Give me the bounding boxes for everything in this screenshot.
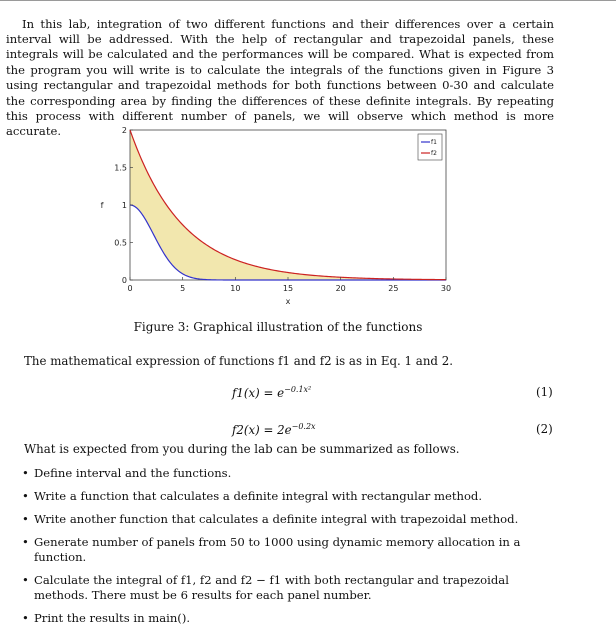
equation-1: [232, 385, 311, 400]
figure: [0, 118, 616, 318]
math-intro: The mathematical expression of functions f1 and f2 is as in Eq. 1 and 2.: [24, 354, 453, 368]
functions-chart: [0, 118, 616, 318]
y-tick-label: 2: [121, 126, 127, 135]
y-tick-label: 1: [121, 201, 127, 210]
task-item: • Write a function that calculates a definite integral with rectangular method.: [22, 489, 483, 503]
equation-2-lhs: f2(x) = 2e: [232, 422, 292, 437]
equation-1-exponent: −0.1x²: [284, 385, 312, 394]
x-tick-label: 0: [127, 284, 133, 293]
x-tick-label: 15: [282, 284, 294, 293]
x-tick-label: 5: [180, 284, 186, 293]
task-item: • Calculate the integral of f1, f2 and f2 − f1 with both rectangular and trapezoidal methods. There must be 6 results for each panel number.: [22, 573, 509, 602]
x-tick-label: 25: [388, 284, 399, 293]
x-axis-label: x: [285, 297, 291, 306]
legend-label-f1: f1: [431, 139, 437, 146]
equation-1-lhs: f1(x) = e: [232, 385, 285, 400]
task-list: [14, 466, 554, 634]
x-tick-label: 30: [440, 284, 452, 293]
y-tick-label: 0: [121, 276, 127, 285]
task-item: • Write another function that calculates a definite integral with trapezoidal method.: [22, 512, 519, 526]
task-item: • Print the results in main().: [22, 611, 191, 625]
legend-label-f2: f2: [431, 150, 437, 157]
summary-intro: What is expected from you during the lab can be summarized as follows.: [24, 442, 460, 456]
y-tick-label: 0.5: [114, 238, 127, 248]
intro-paragraph: In this lab, integration of two different functions and their differences over a certain interval will be addressed. With the help of rectangular and trapezoidal panels, these integrals will be calculated and the performances will be compared. What is expected from the program you will write is to calculate the integrals of the functions given in Figure 3 using rectangular and trapezoidal methods for both functions between 0-30 and calculate the corresponding area by finding the differences of these definite integrals. By repeating this process with different number of panels, we will observe which method is more accurate.: [6, 16, 554, 139]
fill-between-area: [130, 130, 446, 280]
task-item: • Define interval and the functions.: [22, 466, 232, 480]
equation-2: [232, 422, 316, 437]
legend-box: [418, 134, 442, 160]
top-rule: [0, 0, 616, 1]
y-tick-label: 1.5: [114, 163, 127, 173]
y-axis-label: f: [100, 201, 104, 210]
x-tick-label: 20: [335, 284, 346, 293]
equation-2-exponent: −0.2x: [291, 422, 316, 431]
figure-caption: Figure 3: Graphical illustration of the functions: [133, 320, 423, 334]
x-tick-label: 10: [230, 284, 241, 293]
equation-2-number: (2): [536, 422, 553, 436]
task-item: • Generate number of panels from 50 to 1000 using dynamic memory allocation in a function.: [22, 535, 521, 564]
equation-1-number: (1): [536, 385, 553, 399]
